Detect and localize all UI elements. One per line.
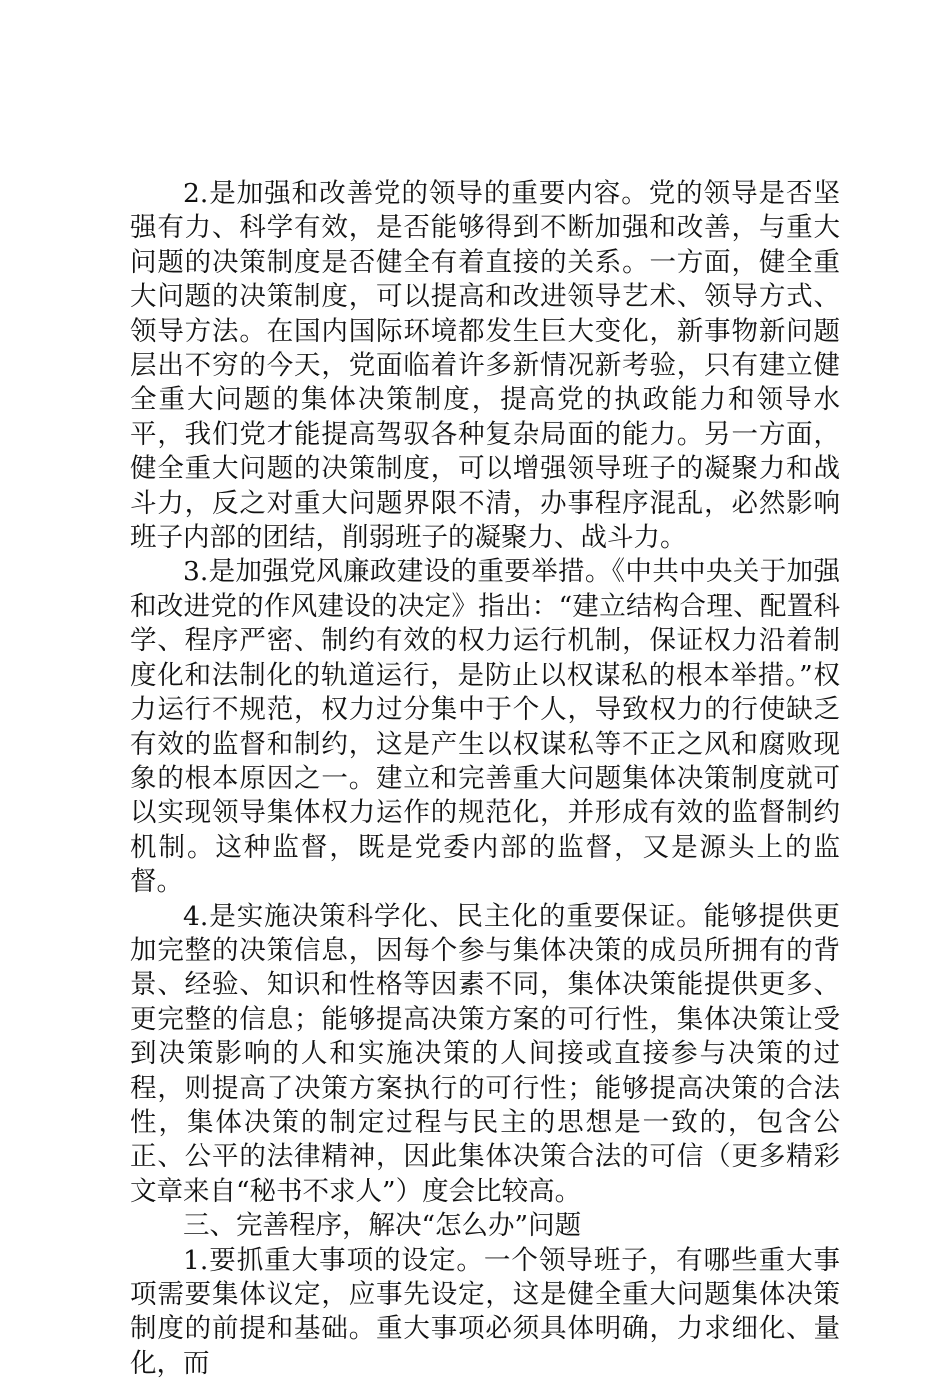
document-body — [130, 177, 840, 1381]
section-heading-improve-procedure: 三、完善程序，解决“怎么办”问题 — [183, 1210, 582, 1242]
paragraph-major-items-setting: 1.要抓重大事项的设定。一个领导班子，有哪些重大事项需要集体议定，应事先设定，这是健全重大问题集体决策制度的前提和基础。重大事项必须具体明确，力求细化、量化，而 — [130, 1244, 840, 1379]
paragraph-scientific-democratic-decision: 4.是实施决策科学化、民主化的重要保证。能够提供更加完整的决策信息，因每个参与集体决策的成员所拥有的背景、经验、知识和性格等因素不同，集体决策能提供更多、更完整的信息；能够提高决策方案的可行性，集体决策让受到决策影响的人和实施决策的人间接或直接参与决策的过程，则提高了决策方案执行的可行性；能够提高决策的合法性，集体决策的制定过程与民主的思想是一致的，包含公正、公平的法律精神，因此集体决策合法的可信（更多精彩文章来自“秘书不求人”）度会比较高。 — [130, 900, 840, 1207]
paragraph-decision-party-leadership: 2.是加强和改善党的领导的重要内容。党的领导是否坚强有力、科学有效，是否能够得到不断加强和改善，与重大问题的决策制度是否健全有着直接的关系。一方面，健全重大问题的决策制度，可以提高和改进领导艺术、领导方式、领导方法。在国内国际环境都发生巨大变化，新事物新问题层出不穷的今天，党面临着许多新情况新考验，只有建立健全重大问题的集体决策制度，提高党的执政能力和领导水平，我们党才能提高驾驭各种复杂局面的能力。另一方面，健全重大问题的决策制度，可以增强领导班子的凝聚力和战斗力，反之对重大问题界限不清，办事程序混乱，必然影响班子内部的团结，削弱班子的凝聚力、战斗力。 — [130, 178, 840, 554]
paragraph-anti-corruption: 3.是加强党风廉政建设的重要举措。《中共中央关于加强和改进党的作风建设的决定》指出：“建立结构合理、配置科学、程序严密、制约有效的权力运行机制，保证权力沿着制度化和法制化的轨道运行，是防止以权谋私的根本举措。”权力运行不规范，权力过分集中于个人，导致权力的行使缺乏有效的监督和制约，这是产生以权谋私等不正之风和腐败现象的根本原因之一。建立和完善重大问题集体决策制度就可以实现领导集体权力运作的规范化，并形成有效的监督制约机制。这种监督，既是党委内部的监督，又是源头上的监督。 — [130, 556, 840, 898]
